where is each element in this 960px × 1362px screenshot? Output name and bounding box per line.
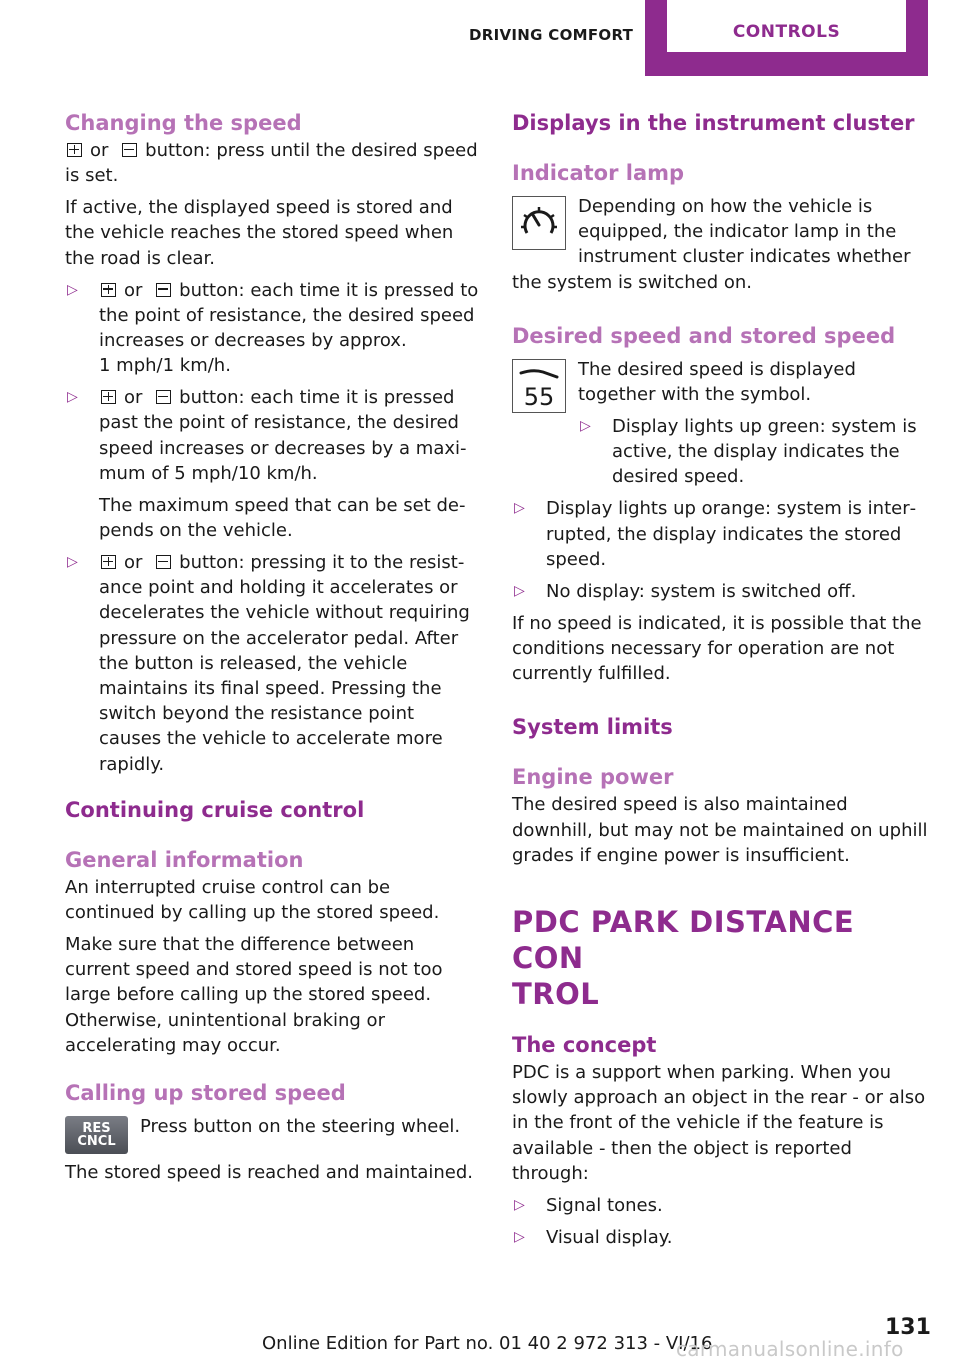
list-item [65,385,480,543]
desired-first-bullet [578,414,928,490]
concept-heading: The concept [512,1033,657,1058]
watermark: carmanualsonline.info [676,1337,904,1361]
list-item: ▷ or button: each time it is pressed to the point of resistance, the desired speed increases or decreases by approx. 1 mph/1 km/h. [67,279,479,377]
general-info-text-2: Make sure that the difference between current speed and stored speed is not too large before calling up the stored speed. Otherwise, unintentional braking or accelerating may occur. [65,934,443,1056]
concept-text: PDC is a support when parking. When you slowly approach an object in the rear - or also in the front of the vehicle if the feature is available - then the object is reported through: [512,1062,926,1184]
speed-symbol-number: 55 [523,382,555,411]
list-item-extra: The maximum speed that can be set depends on the vehicle. [99,494,466,542]
plus-button-icon [67,143,82,157]
displays-heading: Displays in the instrument cluster [512,111,915,135]
list-item-text: or button: each time it is pressed past the point of resistance, the desired speed increases or decreases by a maximum of 5 mph/10 km/h. [99,387,467,484]
plus-button-icon [101,283,116,297]
cruise-control-indicator-icon [512,196,566,250]
header-tab [645,0,928,76]
footer-edition: Online Edition for Part no. 01 40 2 972 313 - VI/16 [262,1333,713,1354]
concept-bullets [512,1193,928,1250]
page-number: 131 [885,1315,931,1340]
changing-speed-list [65,278,480,777]
minus-button-icon [156,390,171,404]
desired-bullets [512,496,928,604]
pdc-chapter-heading: PDC PARK DISTANCE CON TROL [512,905,855,1012]
continuing-heading: Continuing cruise control [65,797,365,822]
list-item: ▷ No display: system is switched off. [512,579,928,604]
general-info-text-1: An interrupted cruise control can be continued by calling up the stored speed. [65,876,440,924]
changing-speed-text: If active, the displayed speed is stored and the vehicle reaches the stored speed when the road is clear. [65,197,454,269]
calling-heading: Calling up stored speed [65,1081,346,1106]
triangle-bullet-icon: ▷ [514,582,525,599]
list-item: ▷ Display lights up green: system is active, the display indicates the desired speed. [580,416,917,488]
desired-speed-heading: Desired speed and stored speed [512,323,896,348]
right-column [512,108,928,1257]
desired-text: The desired speed is displayed together with the symbol. [578,358,856,406]
changing-speed-intro: or button: press until the desired speed is set. [65,140,478,187]
list-item: ▷ Visual display. [512,1225,928,1250]
minus-button-icon [122,143,137,157]
general-info-heading: General information [65,847,304,872]
indicator-text: Depending on how the vehicle is equipped, the indicator lamp in the instrument cluster indicates whether the system is switched on. [512,196,911,293]
no-speed-text: If no speed is indicated, it is possible that the conditions necessary for operation are not currently fulfilled. [512,612,922,685]
triangle-bullet-icon: ▷ [514,1228,525,1245]
list-item: ▷ Display lights up orange: system is interrupted, the display indicates the stored speed. [514,498,917,570]
list-item: ▷ or button: pressing it to the resistance point and holding it accelerates or decelerates the vehicle without requiring pressure on the accelerator pedal. After the button is released, the vehicle maintains its final speed. Pressing the switch beyond the resistance point causes the vehicle to accelerate more rapidly. [67,552,470,775]
indicator-heading: Indicator lamp [512,161,685,185]
page-header-section: DRIVING COMFORT [469,26,634,44]
left-column [65,108,480,1192]
triangle-bullet-icon: ▷ [67,554,78,571]
triangle-bullet-icon: ▷ [514,1196,525,1213]
plus-button-icon [101,555,116,569]
changing-speed-heading: Changing the speed [65,111,302,135]
minus-button-icon [156,555,171,569]
engine-power-heading: Engine power [512,765,674,790]
desired-block [512,357,928,497]
system-limits-heading: System limits [512,715,673,740]
speed-symbol-icon [512,359,566,413]
triangle-bullet-icon: ▷ [67,281,78,298]
engine-power-text: The desired speed is also maintained downhill, but may not be maintained on uphill grades if engine power is insufficient. [512,794,928,866]
plus-button-icon [101,390,116,404]
indicator-block [512,194,928,295]
res-cncl-button-icon: RES CNCL [65,1116,128,1154]
minus-button-icon [156,283,171,297]
header-tab-label: CONTROLS [667,0,906,52]
list-item: ▷ Signal tones. [512,1193,928,1218]
calling-result-text: The stored speed is reached and maintained. [65,1162,473,1184]
triangle-bullet-icon: ▷ [580,418,591,435]
triangle-bullet-icon: ▷ [514,500,525,517]
calling-block [65,1114,480,1154]
triangle-bullet-icon: ▷ [67,389,78,406]
calling-text: Press button on the steering wheel. [140,1116,461,1138]
